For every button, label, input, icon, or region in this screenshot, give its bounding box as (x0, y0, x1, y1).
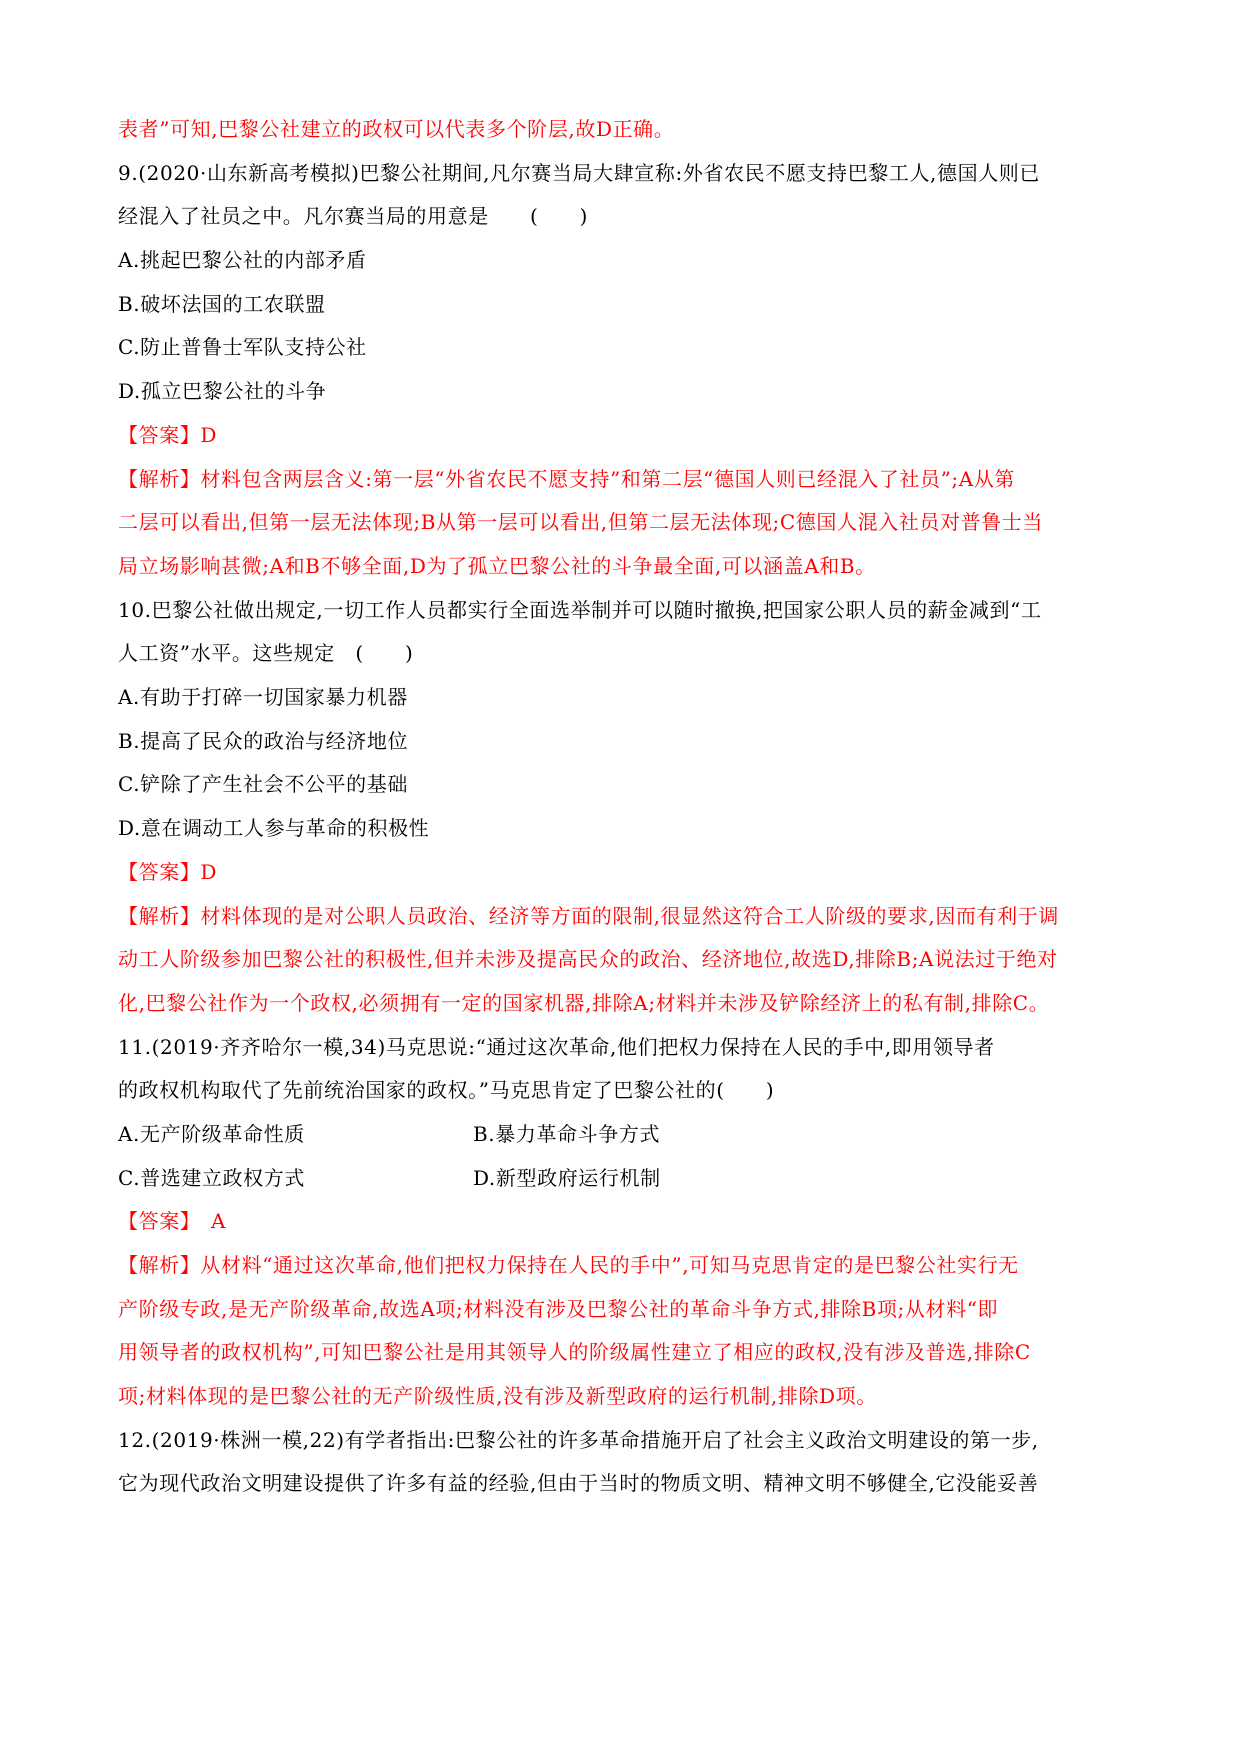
q11-options-row1 (118, 1121, 1128, 1147)
q10-stem-line1: 10.巴黎公社做出规定,一切工作人员都实行全面选举制并可以随时撤换,把国家公职人员的薪金减到“工 (118, 598, 1042, 622)
q11-stem-line2: 的政权机构取代了先前统治国家的政权。”马克思肯定了巴黎公社的( ) (118, 1078, 775, 1102)
q10-analysis-line1: 【解析】材料体现的是对公职人员政治、经济等方面的限制,很显然这符合工人阶级的要求,因而有利于调 (118, 904, 1059, 928)
q10-option-c: C.铲除了产生社会不公平的基础 (118, 772, 408, 796)
q9-option-c: C.防止普鲁士军队支持公社 (118, 335, 367, 359)
q11-stem-line1: 11.(2019·齐齐哈尔一模,34)马克思说:“通过这次革命,他们把权力保持在人民的手中,即用领导者 (118, 1035, 995, 1059)
q10-stem-line2: 人工资”水平。这些规定 ( ) (118, 641, 414, 665)
q9-option-a: A.挑起巴黎公社的内部矛盾 (118, 248, 367, 272)
q9-stem-line2: 经混入了社员之中。凡尔赛当局的用意是 ( ) (118, 204, 589, 228)
q9-option-d: D.孤立巴黎公社的斗争 (118, 379, 327, 403)
q9-option-b: B.破坏法国的工农联盟 (118, 292, 326, 316)
q11-option-a: A.无产阶级革命性质 (118, 1122, 305, 1146)
q11-option-d: D.新型政府运行机制 (473, 1166, 661, 1190)
q10-analysis-line2: 动工人阶级参加巴黎公社的积极性,但并未涉及提高民众的政治、经济地位,故选D,排除B;A说法过于绝对 (118, 947, 1058, 971)
q9-analysis-line3: 局立场影响甚微;A和B不够全面,D为了孤立巴黎公社的斗争最全面,可以涵盖A和B。 (118, 554, 876, 578)
q11-analysis-line3: 用领导者的政权机构”,可知巴黎公社是用其领导人的阶级属性建立了相应的政权,没有涉及普选,排除C (118, 1340, 1031, 1364)
q11-answer: 【答案】 A (118, 1209, 227, 1233)
q11-option-b: B.暴力革命斗争方式 (473, 1122, 661, 1146)
q11-analysis-line2: 产阶级专政,是无产阶级革命,故选A项;材料没有涉及巴黎公社的革命斗争方式,排除B项;从材料“即 (118, 1297, 999, 1321)
q10-answer: 【答案】D (118, 860, 218, 884)
q9-analysis-line2: 二层可以看出,但第一层无法体现;B从第一层可以看出,但第二层无法体现;C德国人混入社员对普鲁士当 (118, 510, 1043, 534)
q11-options-row2 (118, 1165, 1128, 1191)
prev-explanation-tail: 表者”可知,巴黎公社建立的政权可以代表多个阶层,故D正确。 (118, 117, 675, 141)
q11-option-c: C.普选建立政权方式 (118, 1166, 305, 1190)
q12-stem-line1: 12.(2019·株洲一模,22)有学者指出:巴黎公社的许多革命措施开启了社会主义政治文明建设的第一步, (118, 1428, 1039, 1452)
q12-stem-line2: 它为现代政治文明建设提供了许多有益的经验,但由于当时的物质文明、精神文明不够健全,它没能妥善 (118, 1471, 1039, 1495)
q9-stem-line1: 9.(2020·山东新高考模拟)巴黎公社期间,凡尔赛当局大肆宣称:外省农民不愿支持巴黎工人,德国人则已 (118, 161, 1040, 185)
q9-answer: 【答案】D (118, 423, 218, 447)
q10-option-d: D.意在调动工人参与革命的积极性 (118, 816, 430, 840)
q10-option-b: B.提高了民众的政治与经济地位 (118, 729, 409, 753)
q11-analysis-line1: 【解析】从材料“通过这次革命,他们把权力保持在人民的手中”,可知马克思肯定的是巴黎公社实行无 (118, 1253, 1019, 1277)
q11-analysis-line4: 项;材料体现的是巴黎公社的无产阶级性质,没有涉及新型政府的运行机制,排除D项。 (118, 1384, 877, 1408)
q9-analysis-line1: 【解析】材料包含两层含义:第一层“外省农民不愿支持”和第二层“德国人则已经混入了社员”;A从第 (118, 467, 1016, 491)
q10-analysis-line3: 化,巴黎公社作为一个政权,必须拥有一定的国家机器,排除A;材料并未涉及铲除经济上的私有制,排除C。 (118, 991, 1050, 1015)
q10-option-a: A.有助于打碎一切国家暴力机器 (118, 685, 408, 709)
